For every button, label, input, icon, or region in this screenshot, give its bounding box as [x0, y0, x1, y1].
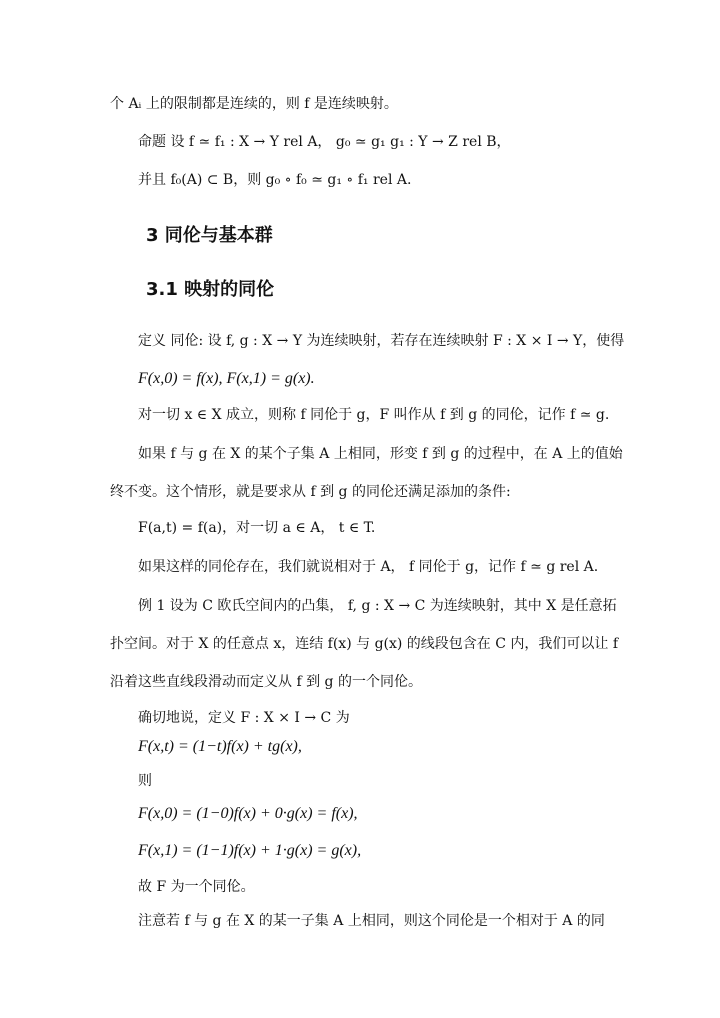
example-line: 例 1 设为 C 欧氏空间内的凸集， f, g : X → C 为连续映射，其中 X 是任意拓	[138, 598, 617, 614]
section-heading: 3 同伦与基本群	[146, 225, 273, 246]
text-line: 沿着这些直线段滑动而定义从 f 到 g 的一个同伦。	[110, 674, 422, 690]
text-line: 对一切 x ∈ X 成立，则称 f 同伦于 g，F 叫作从 f 到 g 的同伦，记作 f ≃ g.	[138, 407, 610, 423]
formula-line: F(x,0) = f(x), F(x,1) = g(x).	[138, 370, 315, 387]
definition-line: 定义 同伦: 设 f, g : X → Y 为连续映射，若存在连续映射 F : X × I → Y，使得	[138, 333, 625, 349]
text-line: 如果 f 与 g 在 X 的某个子集 A 上相同，形变 f 到 g 的过程中，在 A 上的值始	[138, 446, 623, 462]
formula-line: F(a,t) = f(a)，对一切 a ∈ A， t ∈ T.	[138, 520, 376, 536]
text-line: 注意若 f 与 g 在 X 的某一子集 A 上相同，则这个同伦是一个相对于 A 的同	[138, 913, 605, 929]
text-line: 扑空间。对于 X 的任意点 x，连结 f(x) 与 g(x) 的线段包含在 C 内，我们可以让 f	[110, 636, 619, 652]
proposition-line: 命题 设 f ≃ f₁ : X → Y rel A， g₀ ≃ g₁ g₁ : Y → Z rel B，	[138, 134, 511, 150]
formula-line: F(x,1) = (1−1)f(x) + 1·g(x) = g(x),	[138, 842, 362, 859]
text-line: 终不变。这个情形，就是要求从 f 到 g 的同伦还满足添加的条件:	[110, 484, 511, 500]
proposition-line: 并且 f₀(A) ⊂ B，则 g₀ ∘ f₀ ≃ g₁ ∘ f₁ rel A.	[138, 172, 412, 188]
text-line: 则	[138, 773, 152, 789]
text-line: 确切地说，定义 F : X × I → C 为	[138, 710, 350, 726]
formula-line: F(x,t) = (1−t)f(x) + tg(x),	[138, 738, 302, 755]
text-line: 故 F 为一个同伦。	[138, 879, 255, 895]
text-line: 个 Aᵢ 上的限制都是连续的，则 f 是连续映射。	[110, 96, 398, 112]
formula-line: F(x,0) = (1−0)f(x) + 0·g(x) = f(x),	[138, 805, 358, 822]
text-line: 如果这样的同伦存在，我们就说相对于 A， f 同伦于 g，记作 f ≃ g rel A.	[138, 559, 599, 575]
subsection-heading: 3.1 映射的同伦	[146, 279, 275, 300]
